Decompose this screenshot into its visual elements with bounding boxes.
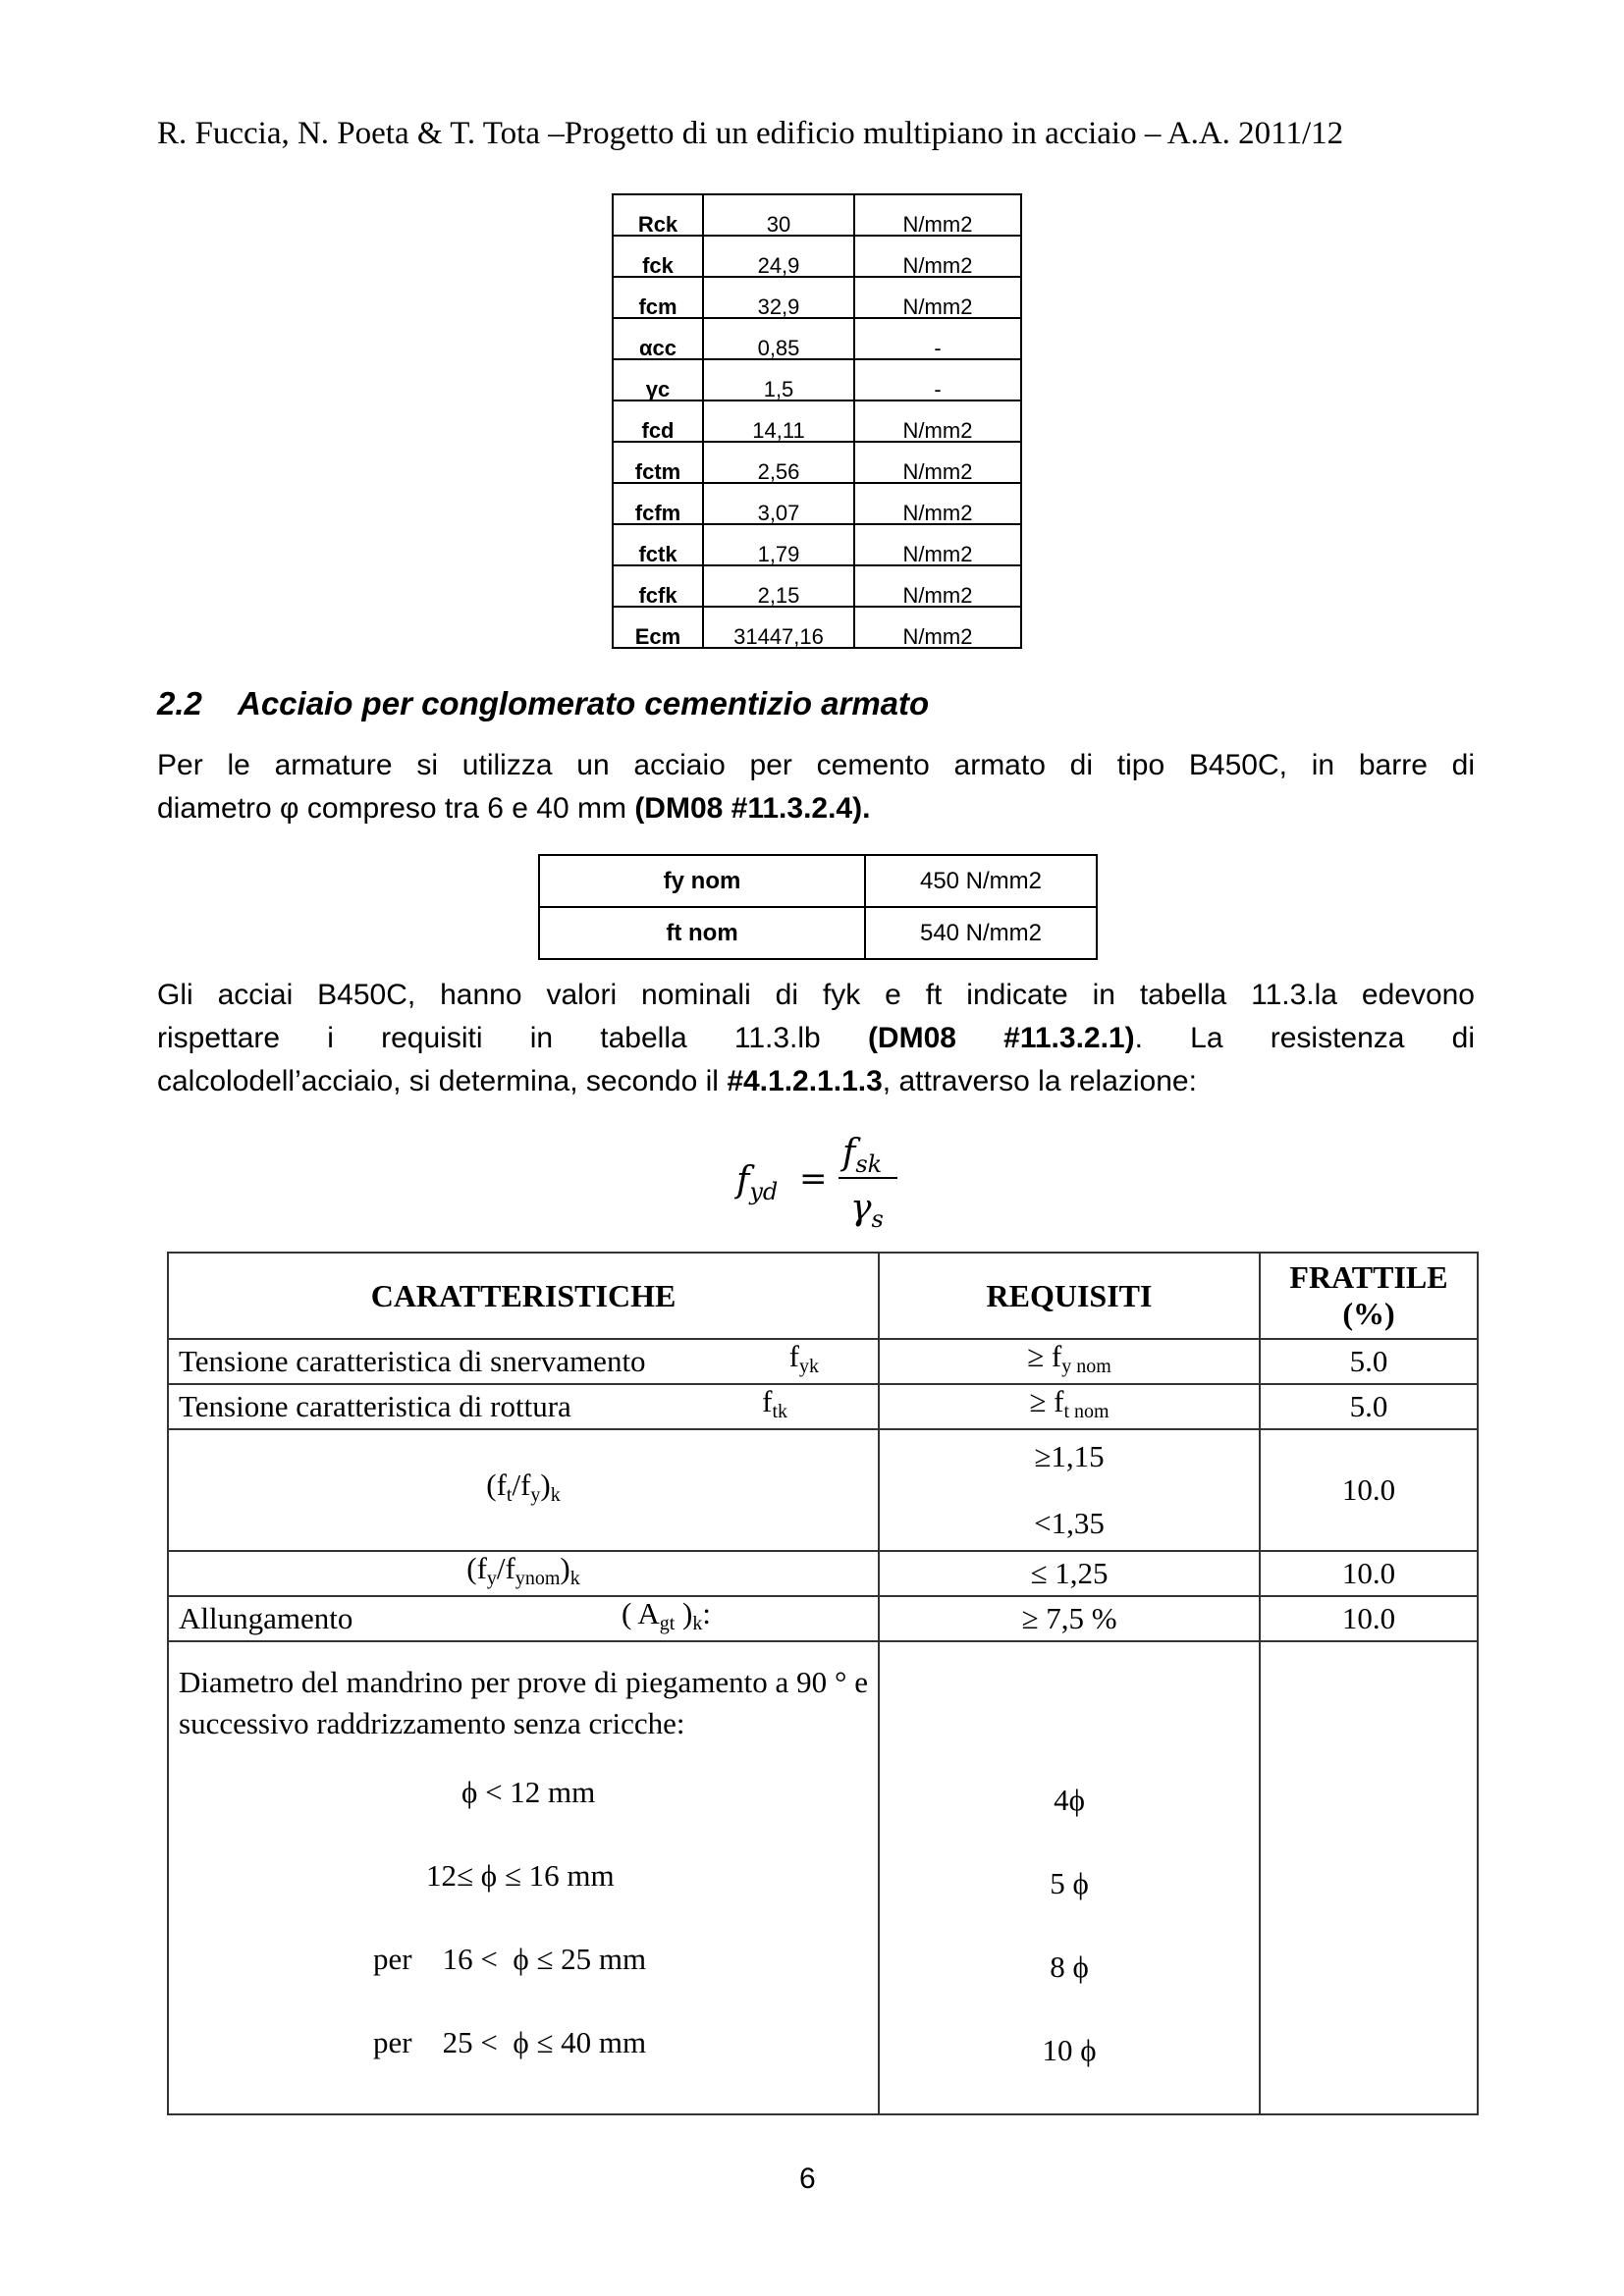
concrete-param-name: αcc <box>613 318 703 359</box>
steel-requirements-table <box>167 1252 1479 2115</box>
page-header: R. Fuccia, N. Poeta & T. Tota –Progetto di un edificio multipiano in acciaio – A.A. 2011/12 <box>157 116 1344 151</box>
concrete-param-value: 2,15 <box>703 565 854 607</box>
concrete-param-value: 14,11 <box>703 400 854 442</box>
para1-line1: Per le armature si utilizza un acciaio per cemento armato di tipo B450C, in barre di <box>157 749 1475 781</box>
header-requisiti: REQUISITI <box>879 1253 1260 1339</box>
row-fractile: 10.0 <box>1260 1429 1478 1551</box>
row-symbol: $f_{yk}$ <box>788 1339 819 1377</box>
mandrel-description-cell <box>168 1641 879 2114</box>
table-row <box>613 483 1021 524</box>
steel-nominal-table <box>538 854 1098 960</box>
para2-line2-tail: . La resistenza di <box>1134 1022 1476 1054</box>
concrete-param-name: fcd <box>613 400 703 442</box>
concrete-param-name: fcfm <box>613 483 703 524</box>
concrete-param-name: Rck <box>613 194 703 236</box>
row-fractile: 10.0 <box>1260 1596 1478 1641</box>
header-frattile-line2: (%) <box>1342 1296 1395 1331</box>
concrete-param-value: 1,79 <box>703 524 854 565</box>
concrete-param-value: 0,85 <box>703 318 854 359</box>
steel-param-value: 450 N/mm2 <box>865 855 1097 907</box>
table-row <box>613 318 1021 359</box>
table-row <box>613 400 1021 442</box>
concrete-param-unit: N/mm2 <box>854 483 1021 524</box>
row-fractile: 5.0 <box>1260 1339 1478 1384</box>
para2-line3 <box>157 1060 1475 1103</box>
formula-denominator: $\gamma_s$ <box>850 1188 884 1233</box>
table-row <box>168 1641 1478 2114</box>
row-label <box>168 1384 879 1429</box>
concrete-param-unit: N/mm2 <box>854 236 1021 277</box>
paragraph-steel-intro <box>157 744 1475 830</box>
row-label-text: Tensione caratteristica di snervamento <box>179 1344 646 1378</box>
concrete-param-unit: N/mm2 <box>854 194 1021 236</box>
mandrel-description: Diametro del mandrino per prove di piegamento a 90 ° e successivo raddrizzamento senza cricche: <box>179 1665 868 1740</box>
mandrel-condition: per 16 < ϕ ≤ 25 mm <box>373 1942 647 1976</box>
para1-line2 <box>157 787 1475 830</box>
concrete-param-value: 24,9 <box>703 236 854 277</box>
mandrel-condition: ϕ < 12 mm <box>461 1775 596 1809</box>
steel-param-value: 540 N/mm2 <box>865 907 1097 959</box>
mandrel-requirement: 5 ϕ <box>1050 1866 1089 1900</box>
para2-line3-tail: , attraverso la relazione: <box>882 1065 1197 1097</box>
concrete-param-name: γc <box>613 359 703 400</box>
mandrel-condition: 12≤ ϕ ≤ 16 mm <box>426 1858 615 1893</box>
table-row <box>168 1429 1478 1551</box>
table-row <box>168 1551 1478 1596</box>
paragraph-steel-requirements <box>157 974 1475 1103</box>
design-strength-formula <box>734 1127 911 1235</box>
table-row <box>613 359 1021 400</box>
row-label-text: Allungamento <box>179 1601 353 1635</box>
table-header-row <box>168 1253 1478 1339</box>
concrete-param-unit: - <box>854 359 1021 400</box>
concrete-param-value: 32,9 <box>703 277 854 318</box>
formula-lhs: $f_{yd}$ <box>736 1160 779 1205</box>
para2-line1: Gli acciai B450C, hanno valori nominali di fyk e ft indicate in tabella 11.3.la edevono <box>157 979 1475 1011</box>
row-label <box>168 1596 879 1641</box>
mandrel-requirement: 8 ϕ <box>1050 1949 1089 1984</box>
concrete-param-name: fctm <box>613 442 703 483</box>
formula-equals: = <box>799 1159 828 1199</box>
header-frattile-line1: FRATTILE <box>1289 1259 1448 1295</box>
concrete-param-unit: N/mm2 <box>854 442 1021 483</box>
row-requirement <box>879 1429 1260 1551</box>
concrete-param-value: 1,5 <box>703 359 854 400</box>
table-row <box>613 607 1021 648</box>
row-symbol: ( $A_{gt}$ )$_k$: <box>621 1596 711 1634</box>
row-fractile: 5.0 <box>1260 1384 1478 1429</box>
row-symbol: $f_{tk}$ <box>762 1384 787 1422</box>
row-fractile: 10.0 <box>1260 1551 1478 1596</box>
concrete-param-unit: N/mm2 <box>854 277 1021 318</box>
row-requirement: ≥ 7,5 % <box>879 1596 1260 1641</box>
row-requirement: ≥ $f_{y nom}$ <box>879 1339 1260 1384</box>
concrete-param-name: fck <box>613 236 703 277</box>
req-max: <1,35 <box>1034 1506 1105 1540</box>
mandrel-fractile-cell <box>1260 1641 1478 2114</box>
steel-param-name: fy nom <box>539 855 865 907</box>
section-heading <box>157 685 929 722</box>
table-row <box>613 194 1021 236</box>
concrete-param-value: 2,56 <box>703 442 854 483</box>
table-row <box>613 442 1021 483</box>
table-row <box>613 236 1021 277</box>
concrete-param-unit: N/mm2 <box>854 565 1021 607</box>
concrete-param-unit: N/mm2 <box>854 607 1021 648</box>
mandrel-requirement: 4ϕ <box>1054 1783 1085 1817</box>
para1-line2-text: diametro φ compreso tra 6 e 40 mm <box>157 792 635 825</box>
para2-line2-text: rispettare i requisiti in tabella 11.3.lb <box>157 1022 868 1054</box>
concrete-param-value: 3,07 <box>703 483 854 524</box>
row-label <box>168 1339 879 1384</box>
table-row <box>613 524 1021 565</box>
row-label: $(f_t/f_y)_k$ <box>168 1429 879 1551</box>
req-min: ≥1,15 <box>1034 1439 1105 1473</box>
mandrel-requirement: 10 ϕ <box>1042 2033 1097 2067</box>
formula-numerator: $f_{sk}$ <box>842 1133 883 1178</box>
concrete-param-name: Ecm <box>613 607 703 648</box>
section-number: 2.2 <box>157 685 202 721</box>
section-title: Acciaio per conglomerato cementizio armato <box>238 685 930 721</box>
concrete-param-unit: N/mm2 <box>854 400 1021 442</box>
row-requirement: ≤ 1,25 <box>879 1551 1260 1596</box>
table-row <box>539 855 1097 907</box>
row-label-text: Tensione caratteristica di rottura <box>179 1389 571 1423</box>
concrete-param-value: 30 <box>703 194 854 236</box>
row-requirement: ≥ $f_{t nom}$ <box>879 1384 1260 1429</box>
para2-line3-text: calcolodell’acciaio, si determina, secondo il <box>157 1065 728 1097</box>
mandrel-condition: per 25 < ϕ ≤ 40 mm <box>373 2025 647 2059</box>
table-row <box>168 1339 1478 1384</box>
table-row <box>539 907 1097 959</box>
concrete-param-unit: - <box>854 318 1021 359</box>
concrete-param-value: 31447,16 <box>703 607 854 648</box>
concrete-properties-table <box>612 193 1022 649</box>
table-row <box>613 565 1021 607</box>
concrete-param-name: fcfk <box>613 565 703 607</box>
table-row <box>613 277 1021 318</box>
table-row <box>168 1384 1478 1429</box>
para2-ref: (DM08 #11.3.2.1) <box>867 1022 1135 1054</box>
para2-ref2: #4.1.2.1.1.3 <box>727 1065 883 1097</box>
header-frattile <box>1260 1253 1478 1339</box>
concrete-param-name: fcm <box>613 277 703 318</box>
para2-line2 <box>157 1017 1475 1060</box>
page-number: 6 <box>799 2163 816 2195</box>
concrete-param-name: fctk <box>613 524 703 565</box>
row-label: $(f_y/f_{ynom})_k$ <box>168 1551 879 1596</box>
concrete-param-unit: N/mm2 <box>854 524 1021 565</box>
para1-ref: (DM08 #11.3.2.4). <box>634 792 871 825</box>
mandrel-requirements-cell <box>879 1641 1260 2114</box>
table-row <box>168 1596 1478 1641</box>
header-caratteristiche: CARATTERISTICHE <box>168 1253 879 1339</box>
steel-param-name: ft nom <box>539 907 865 959</box>
